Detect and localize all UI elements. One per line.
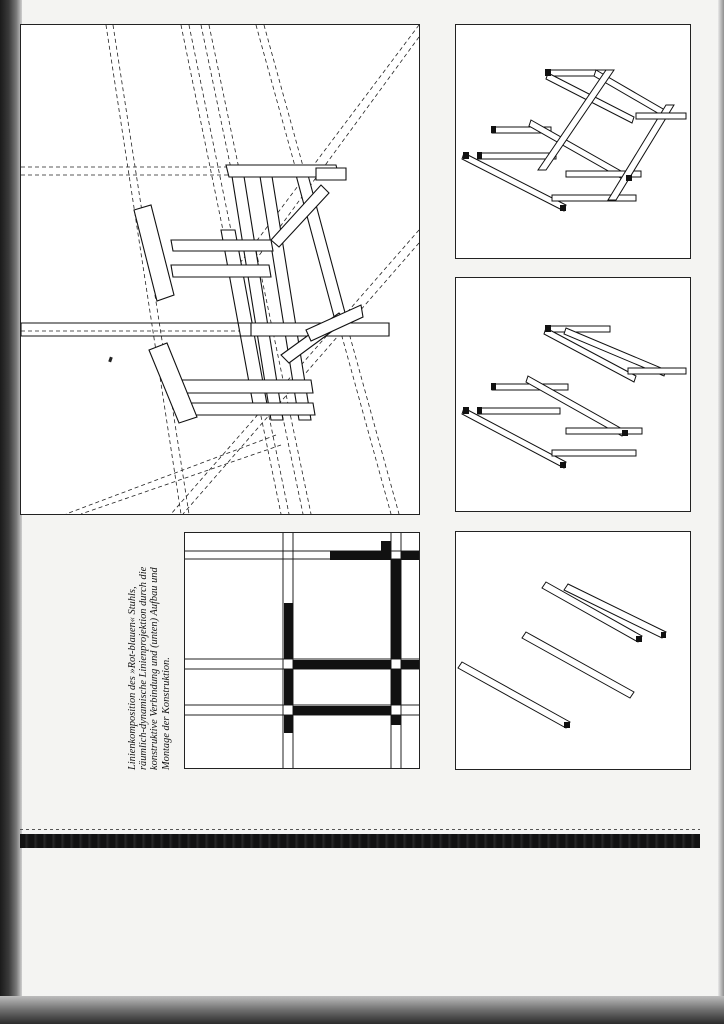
figure-grid	[184, 532, 420, 769]
black-rule	[20, 834, 700, 848]
assembly-1-drawing	[456, 25, 690, 258]
figure-projection	[20, 24, 420, 515]
figure-caption: Linienkomposition des »Rot-blauen« Stuhls, räumlich-dynamische Linienprojektion durch die konstruktive Verbindung und (unten) Aufbau und Montage der Konstruktion.	[127, 566, 172, 770]
projection-drawing	[21, 25, 419, 514]
grid-drawing	[185, 533, 419, 768]
page-bottom-shadow	[0, 996, 724, 1024]
figure-assembly-1	[455, 24, 691, 259]
assembly-3-drawing	[456, 532, 690, 769]
page-edge	[718, 0, 724, 1024]
page-gutter-shadow	[0, 0, 22, 1024]
rule-dashed	[20, 829, 700, 830]
figure-assembly-2	[455, 277, 691, 512]
figure-assembly-3	[455, 531, 691, 770]
assembly-2-drawing	[456, 278, 690, 511]
